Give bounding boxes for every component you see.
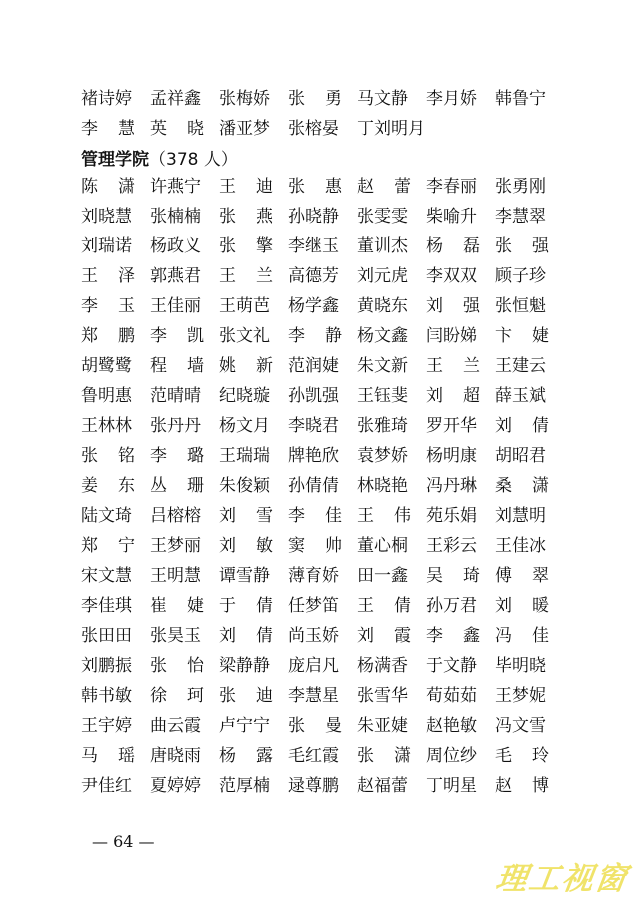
- name-cell: 王 倩: [357, 596, 411, 616]
- name-cell: 王萌芭: [219, 296, 270, 316]
- name-cell: 刘 敏: [219, 536, 273, 556]
- name-cell: 朱文新: [357, 356, 408, 376]
- management-school-row: [0, 501, 640, 531]
- name-cell: 郑 鹏: [81, 326, 135, 346]
- name-cell: 张 强: [495, 236, 549, 256]
- name-cell: 李 凯: [150, 326, 204, 346]
- name-cell: 胡鹭鹭: [81, 356, 132, 376]
- name-cell: 桑 潇: [495, 476, 549, 496]
- management-school-row: [0, 591, 640, 621]
- name-cell: 王彩云: [426, 536, 477, 556]
- name-cell: 刘 强: [426, 296, 480, 316]
- name-cell: 张 擎: [219, 236, 273, 256]
- management-school-row: [0, 771, 640, 801]
- name-cell: 吴 琦: [426, 566, 480, 586]
- name-cell: 张丹丹: [150, 416, 201, 436]
- name-cell: 唐晓雨: [150, 746, 201, 766]
- name-cell: 谭雪静: [219, 566, 270, 586]
- name-cell: 王瑞瑞: [219, 446, 270, 466]
- name-cell: 李慧翠: [495, 207, 546, 227]
- name-cell: 李晓君: [288, 416, 339, 436]
- name-cell: 姜 东: [81, 476, 135, 496]
- management-school-row: [0, 231, 640, 261]
- name-cell: 李月娇: [426, 89, 477, 109]
- name-cell: 毛 玲: [495, 746, 549, 766]
- name-cell: 刘 倩: [219, 626, 273, 646]
- name-cell: 崔 婕: [150, 596, 204, 616]
- name-cell: 张榕晏: [288, 119, 339, 139]
- name-cell: 褚诗婷: [81, 89, 132, 109]
- name-cell: 姚 新: [219, 356, 273, 376]
- name-cell: 李 玉: [81, 296, 135, 316]
- name-cell: 王 泽: [81, 266, 135, 286]
- name-cell: 梁静静: [219, 656, 270, 676]
- name-cell: 刘 倩: [495, 416, 549, 436]
- name-cell: 傅 翠: [495, 566, 549, 586]
- name-cell: 庞启凡: [288, 656, 339, 676]
- management-school-row: [0, 381, 640, 411]
- name-cell: 陈 潇: [81, 177, 135, 197]
- name-cell: 孙万君: [426, 596, 477, 616]
- name-cell: 孙凯强: [288, 386, 339, 406]
- name-cell: 王明慧: [150, 566, 201, 586]
- name-cell: 马 瑶: [81, 746, 135, 766]
- name-cell: 英 晓: [150, 119, 204, 139]
- name-cell: 杨 露: [219, 746, 273, 766]
- name-cell: 张 燕: [219, 207, 273, 227]
- name-cell: 刘 超: [426, 386, 480, 406]
- section-title: 管理学院: [81, 150, 149, 170]
- name-cell: 李 鑫: [426, 626, 480, 646]
- name-cell: 苑乐娟: [426, 506, 477, 526]
- name-cell: 张梅娇: [219, 89, 270, 109]
- name-cell: 范润婕: [288, 356, 339, 376]
- name-cell: 王佳丽: [150, 296, 201, 316]
- name-cell: 毕明晓: [495, 656, 546, 676]
- name-cell: 王梦妮: [495, 686, 546, 706]
- name-cell: 袁梦娇: [357, 446, 408, 466]
- name-cell: 高德芳: [288, 266, 339, 286]
- name-cell: 吕榕榕: [150, 506, 201, 526]
- name-cell: 林晓艳: [357, 476, 408, 496]
- name-cell: 张 惠: [288, 177, 342, 197]
- name-cell: 李春丽: [426, 177, 477, 197]
- name-cell: 王 兰: [426, 356, 480, 376]
- top-names-row: [0, 114, 640, 144]
- name-cell: 范厚楠: [219, 776, 270, 796]
- name-cell: 王 迪: [219, 177, 273, 197]
- name-cell: 刘元虎: [357, 266, 408, 286]
- name-cell: 冯 佳: [495, 626, 549, 646]
- name-cell: 张 曼: [288, 716, 342, 736]
- management-school-row: [0, 291, 640, 321]
- name-cell: 荀茹茹: [426, 686, 477, 706]
- name-cell: 周位纱: [426, 746, 477, 766]
- name-cell: 丁明星: [426, 776, 477, 796]
- name-cell: 刘 暖: [495, 596, 549, 616]
- name-cell: 李 慧: [81, 119, 135, 139]
- management-school-row: [0, 531, 640, 561]
- name-cell: 李 佳: [288, 506, 342, 526]
- name-cell: 李继玉: [288, 236, 339, 256]
- management-school-row: [0, 411, 640, 441]
- name-cell: 杨学鑫: [288, 296, 339, 316]
- management-school-row: [0, 261, 640, 291]
- name-cell: 刘慧明: [495, 506, 546, 526]
- management-school-row: [0, 441, 640, 471]
- name-cell: 马文静: [357, 89, 408, 109]
- name-cell: 李 静: [288, 326, 342, 346]
- name-cell: 尚玉娇: [288, 626, 339, 646]
- name-cell: 程 墙: [150, 356, 204, 376]
- name-cell: 王宇婷: [81, 716, 132, 736]
- name-cell: 韩鲁宁: [495, 89, 546, 109]
- name-cell: 于 倩: [219, 596, 273, 616]
- name-cell: 徐 珂: [150, 686, 204, 706]
- name-cell: 宋文慧: [81, 566, 132, 586]
- name-cell: 潘亚梦: [219, 119, 270, 139]
- name-cell: 张 潇: [357, 746, 411, 766]
- name-cell: 张 铭: [81, 446, 135, 466]
- name-cell: 郭燕君: [150, 266, 201, 286]
- name-cell: 柴喻升: [426, 207, 477, 227]
- name-cell: 李慧星: [288, 686, 339, 706]
- top-names-row: [0, 84, 640, 114]
- name-cell: 杨满香: [357, 656, 408, 676]
- name-cell: 刘晓慧: [81, 207, 132, 227]
- name-cell: 张楠楠: [150, 207, 201, 227]
- watermark-logo: 理工视窗: [493, 861, 631, 897]
- name-cell: 顾子珍: [495, 266, 546, 286]
- name-cell: 董心桐: [357, 536, 408, 556]
- name-cell: 赵艳敏: [426, 716, 477, 736]
- name-cell: 杨 磊: [426, 236, 480, 256]
- section-count: （378 人）: [149, 150, 238, 170]
- name-cell: 孙倩倩: [288, 476, 339, 496]
- name-cell: 胡昭君: [495, 446, 546, 466]
- name-cell: 张雅琦: [357, 416, 408, 436]
- page-number: — 64 —: [92, 832, 155, 851]
- name-cell: 冯丹琳: [426, 476, 477, 496]
- name-cell: 鲁明惠: [81, 386, 132, 406]
- management-school-row: [0, 321, 640, 351]
- name-cell: 李佳琪: [81, 596, 132, 616]
- name-cell: 赵 博: [495, 776, 549, 796]
- name-cell: 闫盼娣: [426, 326, 477, 346]
- name-cell: 赵 蕾: [357, 177, 411, 197]
- name-cell: 卞 婕: [495, 326, 549, 346]
- name-cell: 刘 霞: [357, 626, 411, 646]
- management-school-row: [0, 651, 640, 681]
- name-cell: 任梦笛: [288, 596, 339, 616]
- name-cell: 张昊玉: [150, 626, 201, 646]
- name-cell: 李双双: [426, 266, 477, 286]
- management-school-row: [0, 711, 640, 741]
- name-cell: 张文礼: [219, 326, 270, 346]
- name-cell: 窦 帅: [288, 536, 342, 556]
- name-cell: 张恒魁: [495, 296, 546, 316]
- name-cell: 杨明康: [426, 446, 477, 466]
- name-cell: 朱俊颖: [219, 476, 270, 496]
- name-cell: 尹佳红: [81, 776, 132, 796]
- name-cell: 杨政义: [150, 236, 201, 256]
- name-cell: 毛红霞: [288, 746, 339, 766]
- name-cell: 张雯雯: [357, 207, 408, 227]
- name-cell: 冯文雪: [495, 716, 546, 736]
- name-cell: 范晴晴: [150, 386, 201, 406]
- name-cell: 郑 宁: [81, 536, 135, 556]
- name-cell: 孟祥鑫: [150, 89, 201, 109]
- name-cell: 纪晓璇: [219, 386, 270, 406]
- name-cell: 张 怡: [150, 656, 204, 676]
- name-cell: 赵福蕾: [357, 776, 408, 796]
- name-cell: 王佳冰: [495, 536, 546, 556]
- name-cell: 逯尊鹏: [288, 776, 339, 796]
- name-cell: 王林林: [81, 416, 132, 436]
- name-cell: 张勇刚: [495, 177, 546, 197]
- name-cell: 刘瑞诺: [81, 236, 132, 256]
- name-cell: 王建云: [495, 356, 546, 376]
- name-cell: 王 伟: [357, 506, 411, 526]
- name-cell: 刘鹏振: [81, 656, 132, 676]
- name-cell: 杨文鑫: [357, 326, 408, 346]
- name-cell: 张 迪: [219, 686, 273, 706]
- name-cell: 韩书敏: [81, 686, 132, 706]
- name-cell: 刘 雪: [219, 506, 273, 526]
- name-cell: 薛玉斌: [495, 386, 546, 406]
- name-cell: 牌艳欣: [288, 446, 339, 466]
- name-cell: 罗开华: [426, 416, 477, 436]
- name-cell: 张雪华: [357, 686, 408, 706]
- name-cell: 张 勇: [288, 89, 342, 109]
- name-cell: 孙晓静: [288, 207, 339, 227]
- name-cell: 王钰斐: [357, 386, 408, 406]
- management-school-row: [0, 202, 640, 232]
- management-school-row: [0, 681, 640, 711]
- management-school-row: [0, 561, 640, 591]
- name-cell: 黄晓东: [357, 296, 408, 316]
- name-cell: 薄育娇: [288, 566, 339, 586]
- name-cell: 王 兰: [219, 266, 273, 286]
- name-cell: 陆文琦: [81, 506, 132, 526]
- name-cell: 董训杰: [357, 236, 408, 256]
- name-cell: 田一鑫: [357, 566, 408, 586]
- name-cell: 朱亚婕: [357, 716, 408, 736]
- name-cell: 卢宁宁: [219, 716, 270, 736]
- name-cell: 丛 珊: [150, 476, 204, 496]
- management-school-row: [0, 741, 640, 771]
- management-school-row: [0, 172, 640, 202]
- section-heading: [81, 147, 238, 173]
- name-cell: 曲云霞: [150, 716, 201, 736]
- name-cell: 张田田: [81, 626, 132, 646]
- name-cell: 丁刘明月: [357, 119, 425, 139]
- name-cell: 王梦丽: [150, 536, 201, 556]
- management-school-row: [0, 471, 640, 501]
- management-school-row: [0, 621, 640, 651]
- name-cell: 许燕宁: [150, 177, 201, 197]
- name-cell: 于文静: [426, 656, 477, 676]
- name-cell: 李 璐: [150, 446, 204, 466]
- name-cell: 杨文月: [219, 416, 270, 436]
- management-school-row: [0, 351, 640, 381]
- name-cell: 夏婷婷: [150, 776, 201, 796]
